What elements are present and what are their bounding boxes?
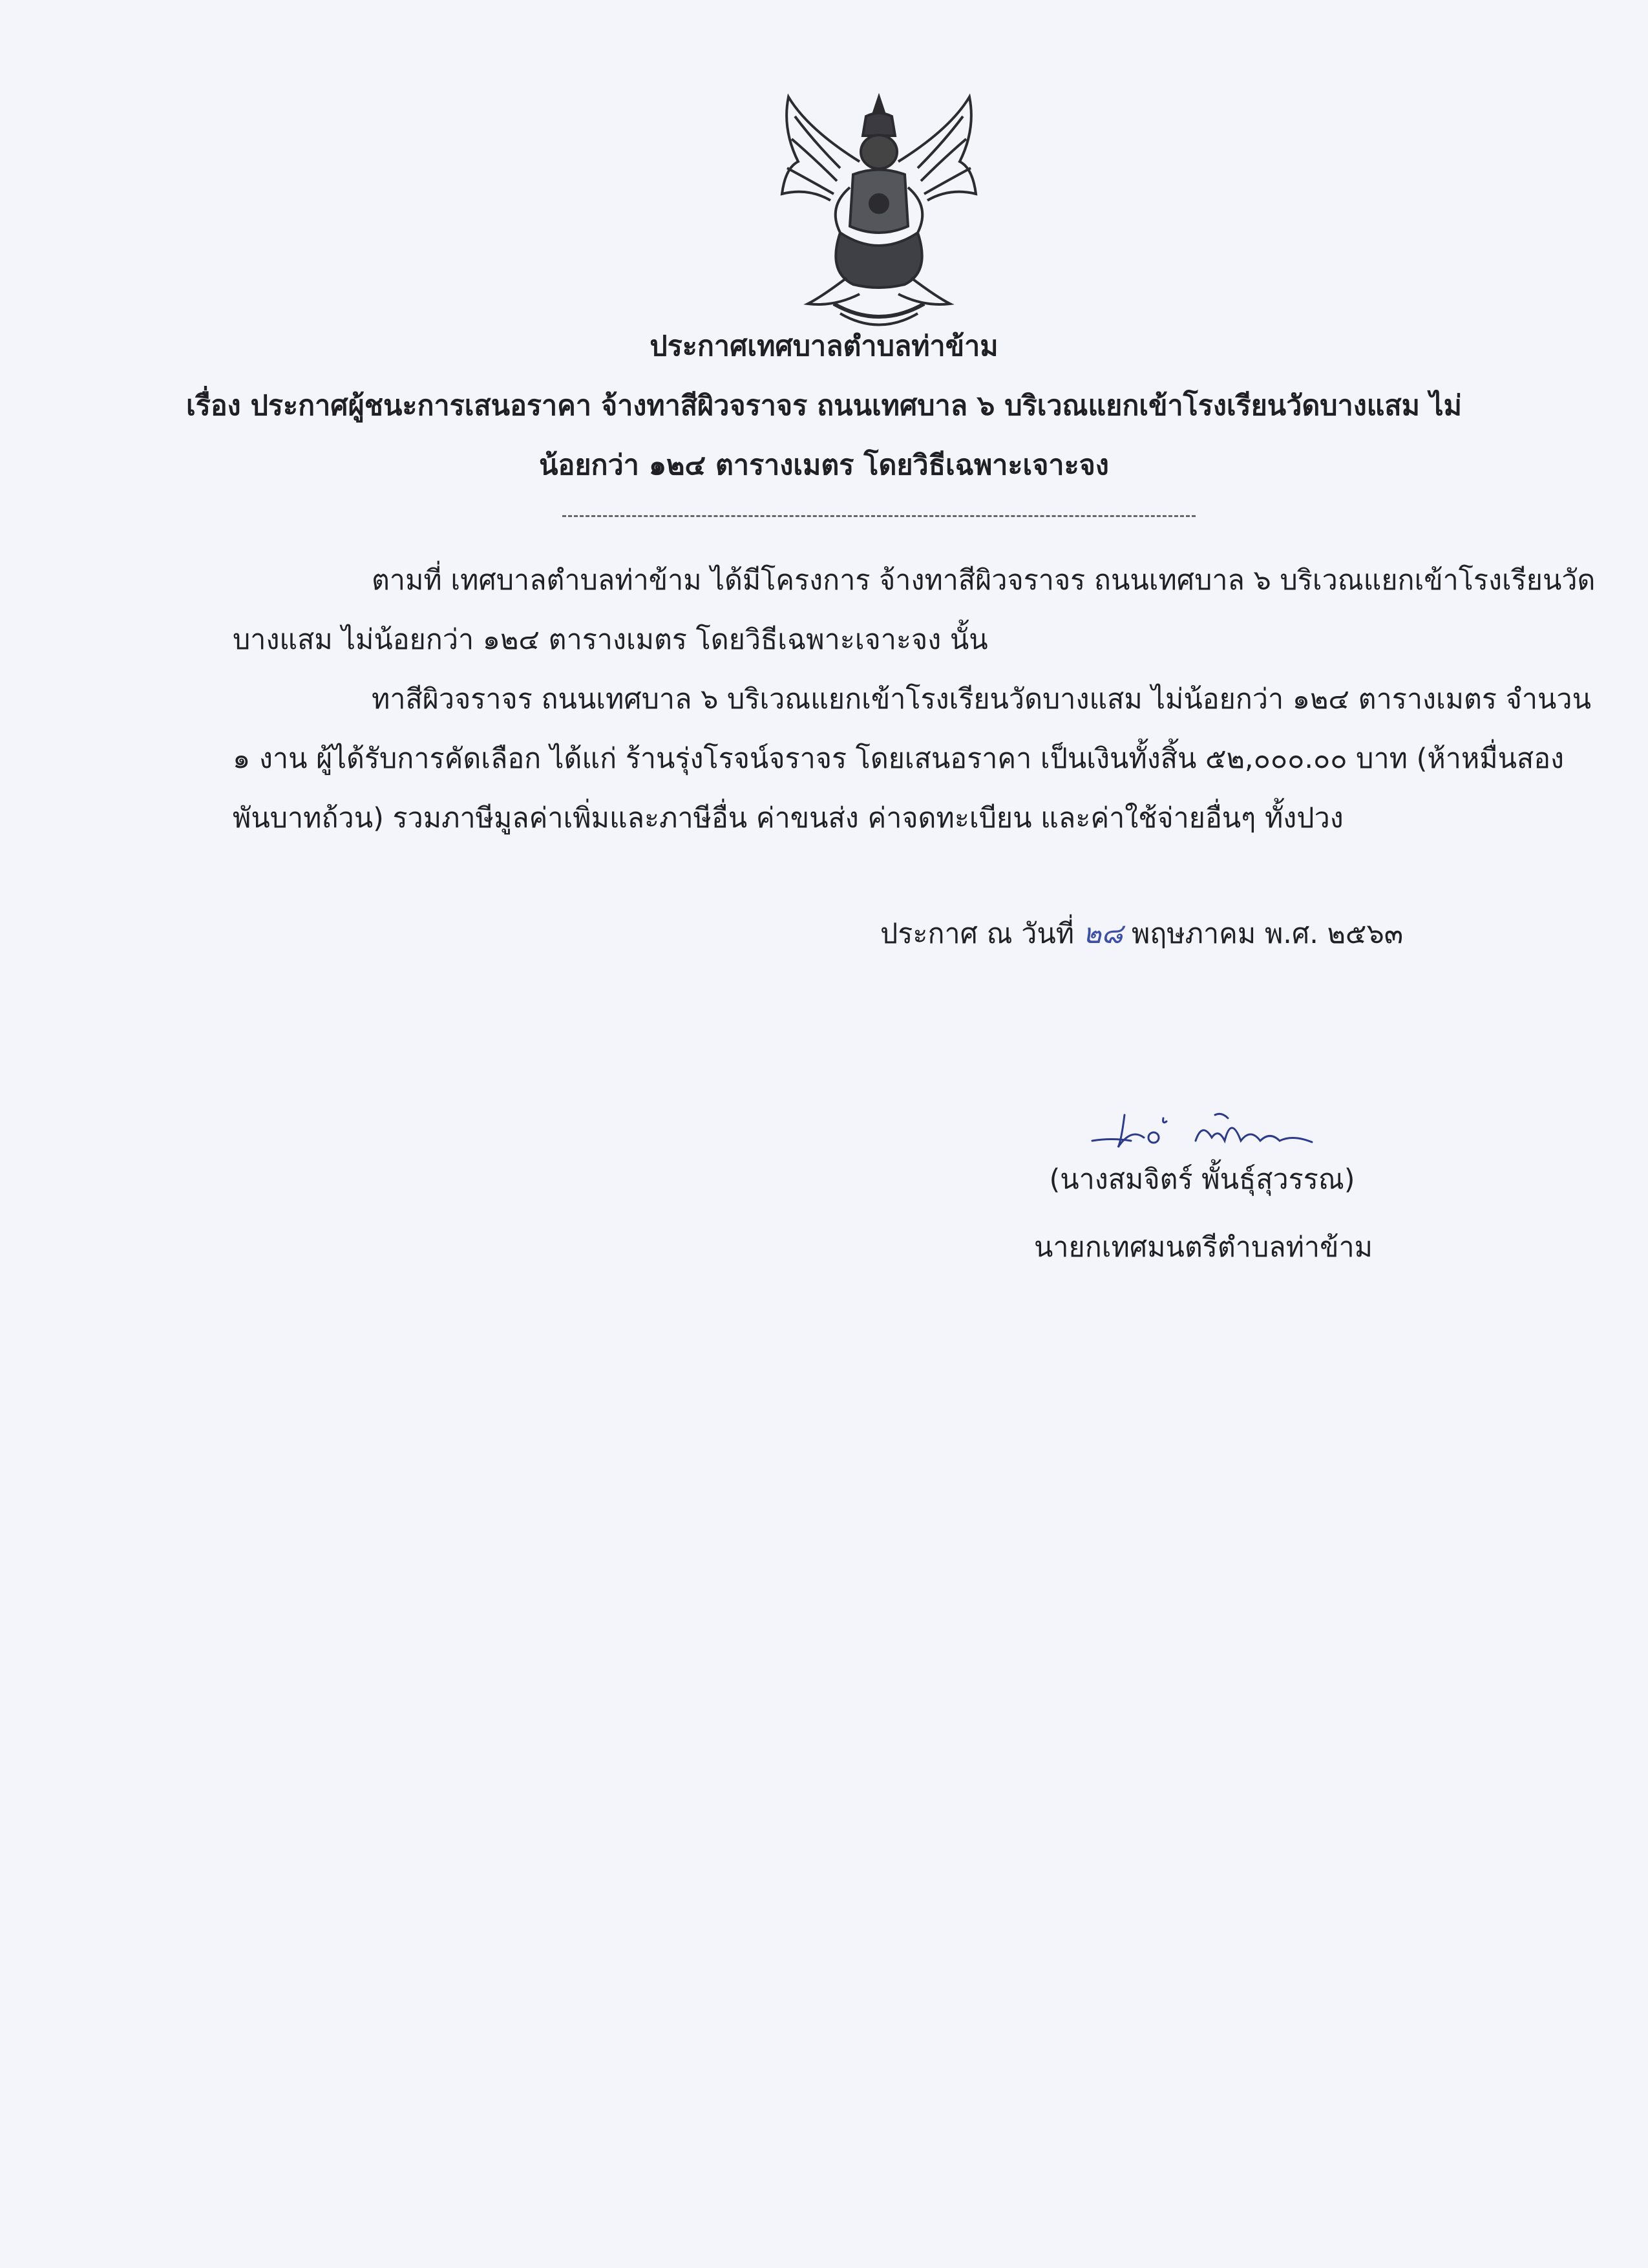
divider: [562, 515, 1196, 517]
paragraph-1-line-1: ตามที่ เทศบาลตำบลท่าข้าม ได้มีโครงการ จ้างทาสีผิวจราจร ถนนเทศบาล ๖ บริเวณแยกเข้าโรงเรียนวัด: [372, 564, 1596, 597]
paragraph-2-line-3: พันบาทถ้วน) รวมภาษีมูลค่าเพิ่มและภาษีอื่น ค่าขนส่ง ค่าจดทะเบียน และค่าใช้จ่ายอื่นๆ ทั้งปวง: [233, 802, 1344, 834]
signature-image: [1086, 1102, 1318, 1167]
subject-line-1: เรื่อง ประกาศผู้ชนะการเสนอราคา จ้างทาสีผิวจราจร ถนนเทศบาล ๖ บริเวณแยกเข้าโรงเรียนวัดบางแสม ไม่: [186, 390, 1462, 422]
announce-day: ๒๘: [1083, 918, 1123, 950]
subject-line-2: น้อยกว่า ๑๒๔ ตารางเมตร โดยวิธีเฉพาะเจาะจง: [539, 449, 1109, 482]
announce-month-year: พฤษภาคม พ.ศ. ๒๕๖๓: [1131, 918, 1404, 950]
paragraph-1-line-2: บางแสม ไม่น้อยกว่า ๑๒๔ ตารางเมตร โดยวิธีเฉพาะเจาะจง นั้น: [233, 624, 988, 656]
signatory-name: (นางสมจิตร์ พั้นธุ์สุวรรณ): [1049, 1163, 1355, 1196]
garuda-emblem-icon: [769, 90, 989, 336]
paragraph-2-line-1: ทาสีผิวจราจร ถนนเทศบาล ๖ บริเวณแยกเข้าโรงเรียนวัดบางแสม ไม่น้อยกว่า ๑๒๔ ตารางเมตร จำนวน: [372, 683, 1591, 715]
paragraph-2-line-2: ๑ งาน ผู้ได้รับการคัดเลือก ได้แก่ ร้านรุ่งโรจน์จราจร โดยเสนอราคา เป็นเงินทั้งสิ้น ๕๒,๐๐๐.๐๐ บาท (ห้าหมื่นสอง: [233, 743, 1565, 775]
announce-date: [880, 915, 1403, 953]
announce-prefix: ประกาศ ณ วันที่: [880, 918, 1075, 950]
signatory-position: นายกเทศมนตรีตำบลท่าข้าม: [1034, 1231, 1373, 1264]
org-title: ประกาศเทศบาลตำบลท่าข้าม: [650, 330, 998, 363]
